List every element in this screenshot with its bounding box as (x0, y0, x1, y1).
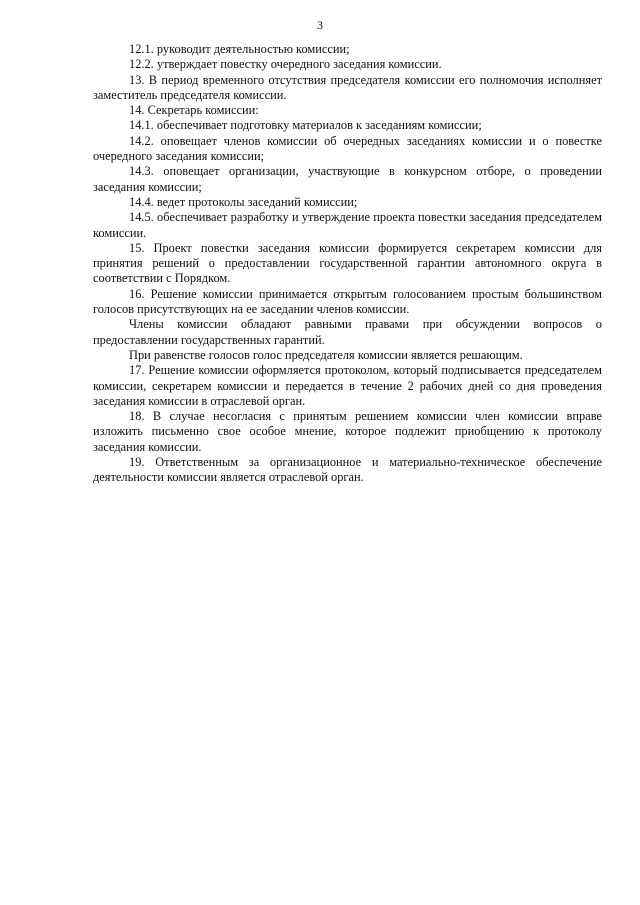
paragraph-14-1: 14.1. обеспечивает подготовку материалов к заседаниям комиссии; (129, 118, 482, 133)
paragraph-14-2: 14.2. оповещает членов комиссии об очередных заседаниях комиссии и о повестке очередного заседания комиссии; (93, 133, 602, 164)
paragraph-17: 17. Решение комиссии оформляется протоколом, который подписывается председателем комиссии, секретарем комиссии и передается в течение 2 рабочих дней со дня проведения заседания комиссии в отраслевой орган. (93, 363, 602, 408)
paragraph-15: 15. Проект повестки заседания комиссии формируется секретарем комиссии для принятия решений о предоставлении государственной гарантии автономного округа в соответствии с Порядком. (93, 240, 602, 286)
paragraph-12-2: 12.2. утверждает повестку очередного заседания комиссии. (129, 57, 442, 72)
document-body (93, 42, 602, 486)
page-number: 3 (317, 18, 323, 32)
paragraph-14-4: 14.4. ведет протоколы заседаний комиссии; (129, 194, 358, 209)
paragraph-13: 13. В период временного отсутствия председателя комиссии его полномочия исполняет заместитель председателя комиссии. (93, 72, 602, 102)
paragraph-14-5: 14.5. обеспечивает разработку и утверждение проекта повестки заседания председателем комиссии. (93, 210, 602, 240)
paragraph-18: 18. В случае несогласия с принятым решением комиссии член комиссии вправе изложить письменно свое особое мнение, которое подлежит приобщению к протоколу заседания комиссии. (93, 409, 602, 454)
paragraph-16: 16. Решение комиссии принимается открытым голосованием простым большинством голосов присутствующих на ее заседании членов комиссии. (93, 286, 602, 317)
paragraph-14: 14. Секретарь комиссии: (129, 103, 259, 118)
paragraph-19: 19. Ответственным за организационное и материально-техническое обеспечение деятельности комиссии является отраслевой орган. (93, 455, 602, 485)
paragraph-16-members: Члены комиссии обладают равными правами при обсуждении вопросов о предоставлении государственных гарантий. (93, 317, 602, 347)
paragraph-16-tie-vote: При равенстве голосов голос председателя комиссии является решающим. (129, 347, 523, 362)
paragraph-14-3: 14.3. оповещает организации, участвующие в конкурсном отборе, о проведении заседания комиссии; (93, 164, 602, 194)
paragraph-12-1: 12.1. руководит деятельностью комиссии; (129, 42, 350, 56)
